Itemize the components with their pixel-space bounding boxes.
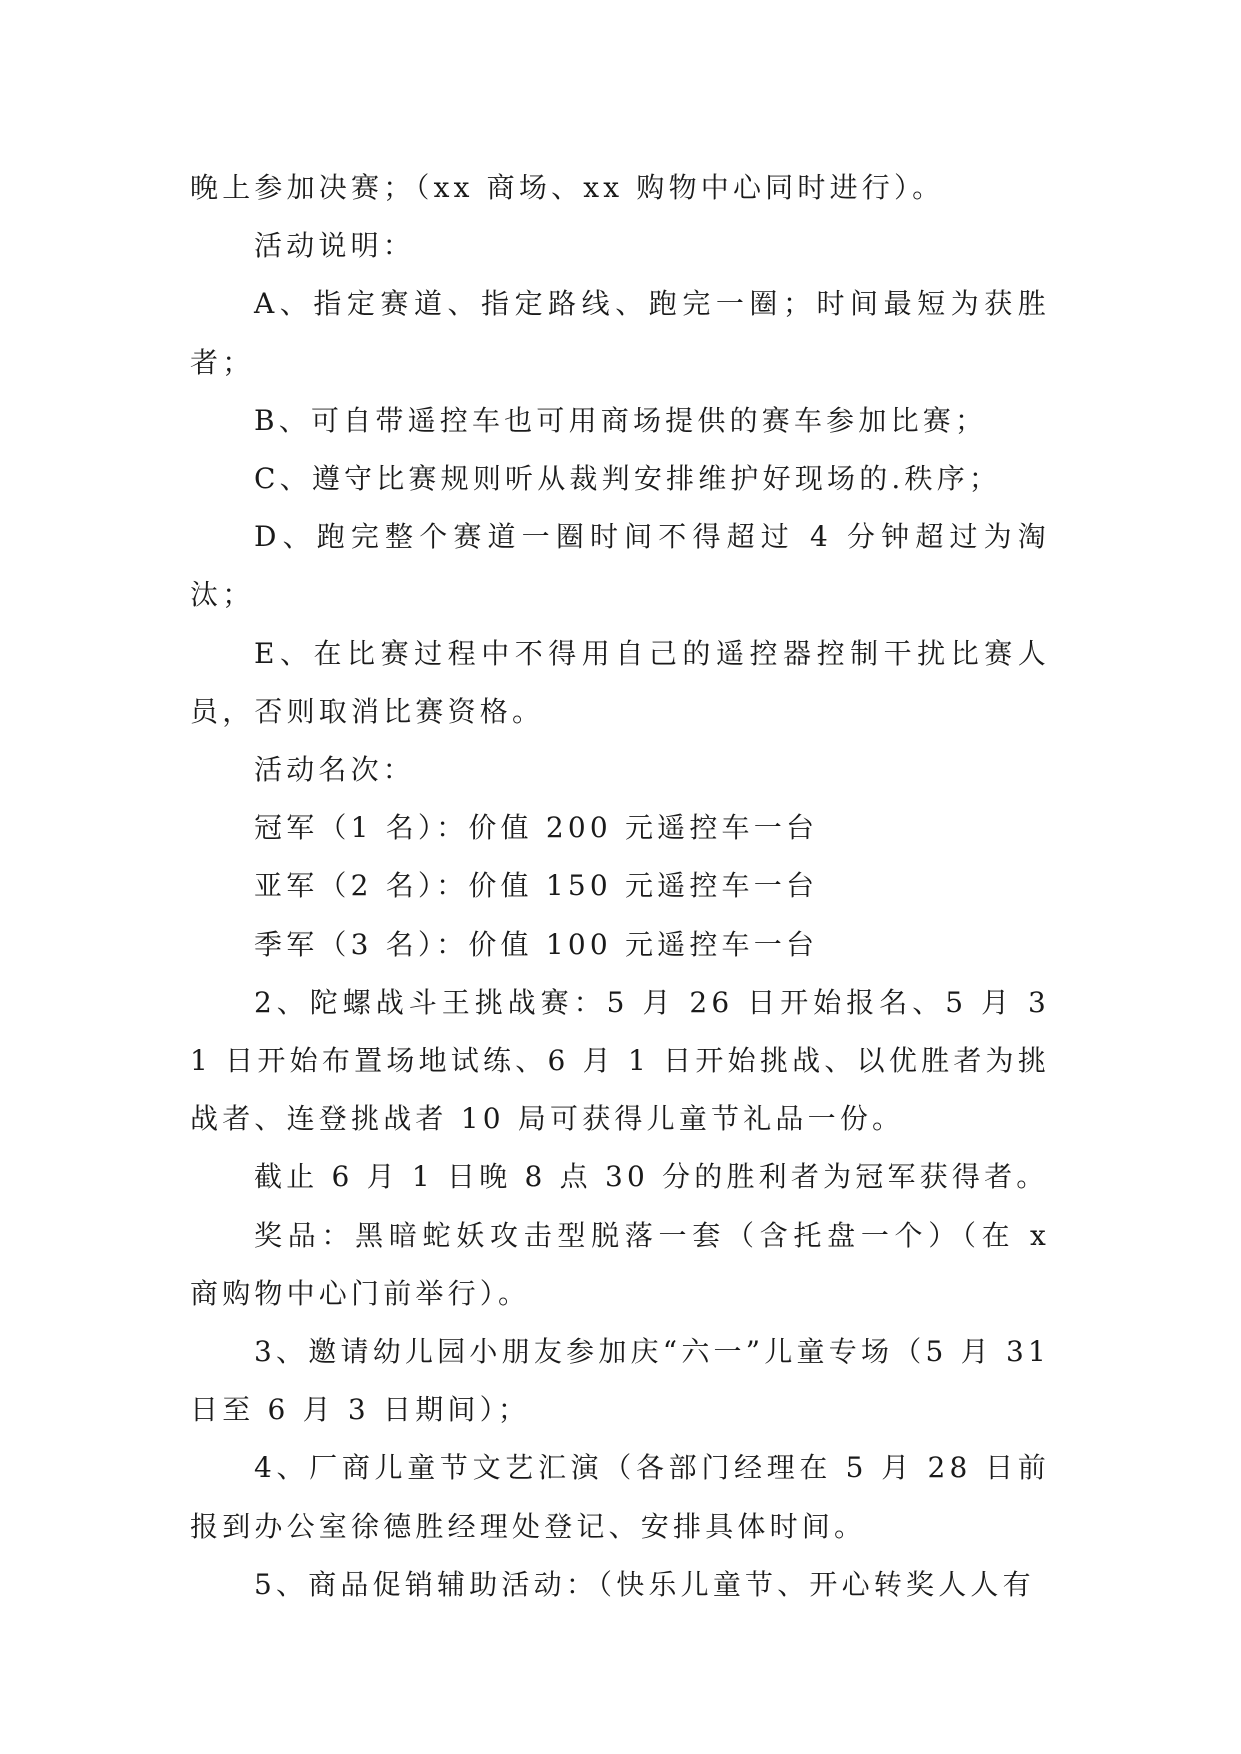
- paragraph-rule-a: A、指定赛道、指定路线、跑完一圈；时间最短为获胜者；: [190, 287, 1050, 379]
- document-body: [190, 159, 1050, 1614]
- paragraph-spinning-top-challenge: 2、陀螺战斗王挑战赛：5 月 26 日开始报名、5 月 31 日开始布置场地试练、6 月 1 日开始挑战、以优胜者为挑战者、连登挑战者 10 局可获得儿童节礼品一份。: [190, 985, 1050, 1136]
- paragraph-rule-d: D、跑完整个赛道一圈时间不得超过 4 分钟超过为淘汰；: [190, 520, 1050, 612]
- paragraph-challenge-deadline: 截止 6 月 1 日晚 8 点 30 分的胜利者为冠军获得者。: [254, 1160, 1049, 1194]
- paragraph-kindergarten-event: 3、邀请幼儿园小朋友参加庆“六一”儿童专场（5 月 31 日至 6 月 3 日期间）；: [190, 1335, 1050, 1427]
- paragraph-activity-notes-heading: 活动说明：: [254, 229, 416, 263]
- paragraph-runner-up-prize: 亚军（2 名）：价值 150 元遥控车一台: [254, 869, 819, 903]
- paragraph-rule-e: E、在比赛过程中不得用自己的遥控器控制干扰比赛人员，否则取消比赛资格。: [190, 636, 1050, 728]
- paragraph-champion-prize: 冠军（1 名）：价值 200 元遥控车一台: [254, 811, 819, 845]
- paragraph-third-place-prize: 季军（3 名）：价值 100 元遥控车一台: [254, 927, 819, 961]
- paragraph-rule-c: C、遵守比赛规则听从裁判安排维护好现场的.秩序；: [254, 462, 1002, 496]
- paragraph-rankings-heading: 活动名次：: [254, 753, 416, 787]
- paragraph-final-round: 晚上参加决赛；（xx 商场、xx 购物中心同时进行）。: [190, 171, 945, 204]
- paragraph-promotion-activity: 5、商品促销辅助活动：（快乐儿童节、开心转奖人人有: [254, 1567, 1035, 1601]
- paragraph-vendor-performance: 4、厂商儿童节文艺汇演（各部门经理在 5 月 28 日前报到办公室徐德胜经理处登记、安排具体时间。: [190, 1451, 1050, 1543]
- paragraph-challenge-prize: 奖品：黑暗蛇妖攻击型脱落一套（含托盘一个）（在 x 商购物中心门前举行）。: [190, 1218, 1050, 1310]
- paragraph-rule-b: B、可自带遥控车也可用商场提供的赛车参加比赛；: [254, 403, 988, 437]
